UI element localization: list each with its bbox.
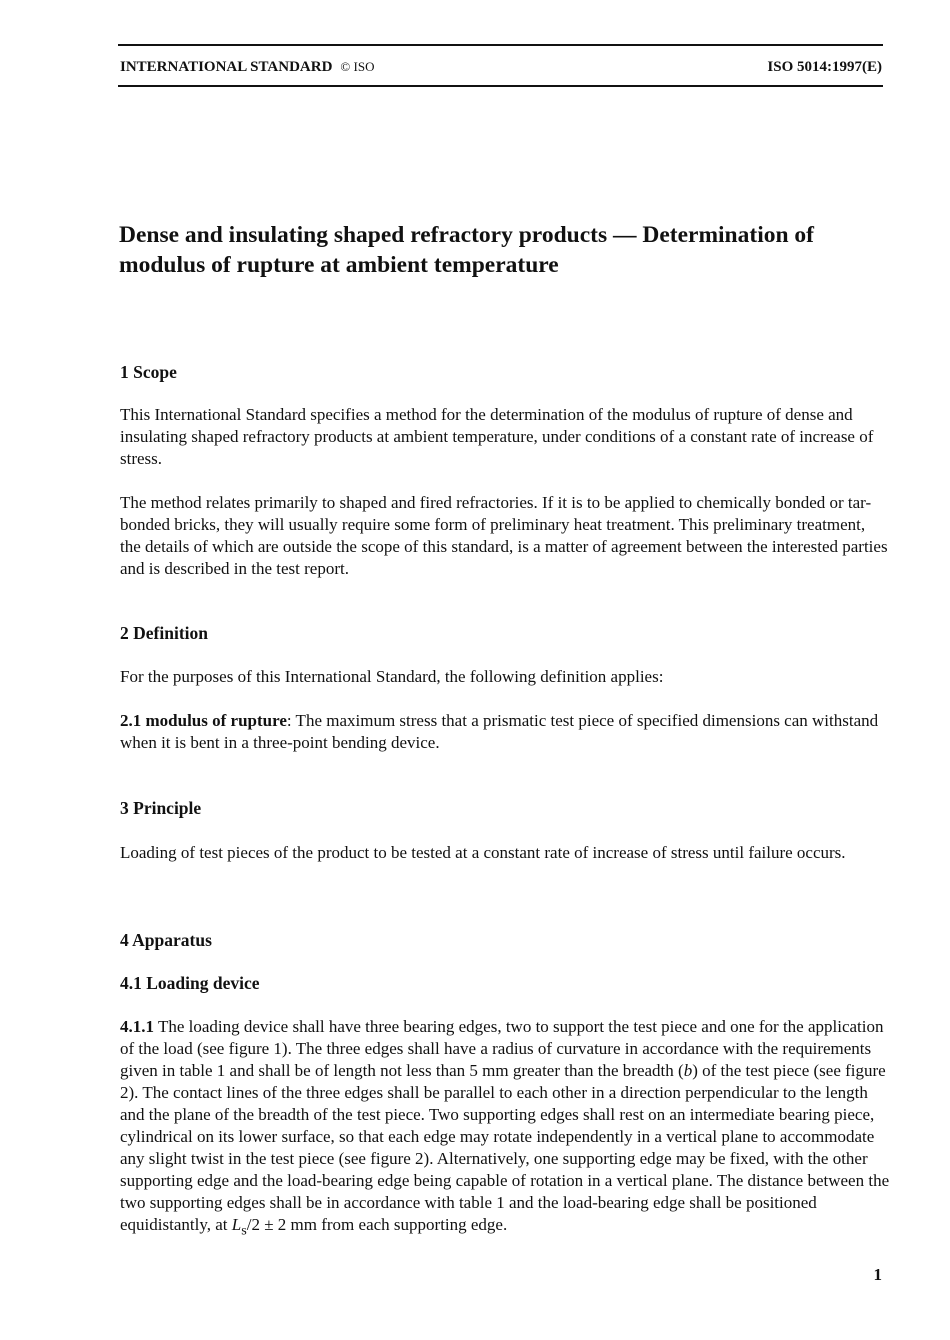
clause-text-part-2: ) of the test piece (see figure 2). The contact lines of the three edges shall be parallel to each other in a direction perpendicular to the length and the plane of the breadth of the test piece. Two supporting edges shall rest on an intermediate bearing piece, cylindrical on its lower surface, so that each edge may rotate independently in a vertical plane to accommodate any slight twist in the test piece (see figure 2). Alternatively, one supporting edge may be fixed, with the other supporting edge and the load-bearing edge being capable of rotation in a vertical plane. The distance between the two supporting edges shall be in accordance with table 1 and the load-bearing edge shall be positioned equidistantly, at — [120, 1061, 890, 1234]
section-heading-apparatus: 4 Apparatus — [120, 930, 212, 950]
span-variable-subscript: s — [241, 1222, 247, 1239]
definition-term-text: : The maximum stress that a prismatic test piece of specified dimensions can withstand when it is bent in a three-point bending device. — [120, 711, 879, 752]
span-variable: L — [231, 1215, 242, 1234]
clause-text-part-3: /2 ± 2 mm from each supporting edge. — [246, 1215, 508, 1234]
clause-text-part-1: The loading device shall have three bearing edges, two to support the test piece and one for the application of the load (see figure 1). The three edges shall have a radius of curvature in accordance with the requirements given in table 1 and shall be of length not less than 5 mm greater than the breadth ( — [120, 1017, 884, 1080]
section-heading-principle: 3 Principle — [120, 798, 202, 818]
header-rule-bottom — [118, 85, 883, 87]
breadth-variable: b — [683, 1061, 693, 1080]
header-rule-top — [118, 44, 883, 46]
clause-number: 4.1.1 — [120, 1017, 154, 1036]
header-document-id: ISO 5014:1997(E) — [767, 59, 882, 75]
header-standard-label — [120, 59, 374, 76]
definition-term-paragraph — [120, 710, 890, 754]
definition-term: 2.1 modulus of rupture — [120, 711, 287, 730]
loading-device-clause — [120, 1016, 890, 1241]
scope-paragraph-1: This International Standard specifies a method for the determination of the modulus of rupture of dense and insulating shaped refractory products at ambient temperature, under conditions of a constant rate of increase of stress. — [120, 405, 874, 468]
subsection-heading-loading-device: 4.1 Loading device — [120, 973, 260, 993]
definition-paragraph: For the purposes of this International Standard, the following definition applies: — [120, 667, 664, 686]
section-heading-scope: 1 Scope — [120, 362, 177, 382]
section-heading-definition: 2 Definition — [120, 623, 208, 643]
header-standard-text: INTERNATIONAL STANDARD — [120, 59, 333, 75]
document-title: Dense and insulating shaped refractory products — Determination of modulus of rupture at ambient temperature — [119, 222, 814, 278]
principle-paragraph: Loading of test pieces of the product to be tested at a constant rate of increase of stress until failure occurs. — [120, 843, 846, 862]
page-number: 1 — [873, 1265, 882, 1284]
scope-paragraph-2: The method relates primarily to shaped and fired refractories. If it is to be applied to chemically bonded or tar-bonded bricks, they will usually require some form of preliminary heat treatment. This preliminary treatment, the details of which are outside the scope of this standard, is a matter of agreement between the interested parties and is described in the test report. — [120, 493, 888, 578]
header-copyright: © ISO — [340, 59, 375, 74]
